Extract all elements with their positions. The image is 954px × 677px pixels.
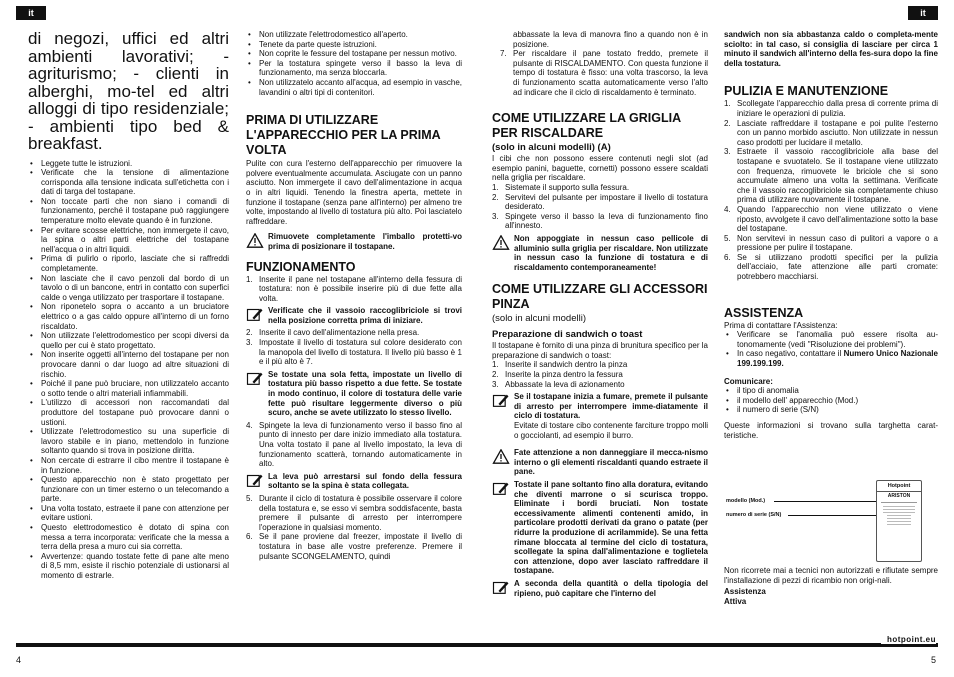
page-number-right: 5 [930, 655, 936, 665]
heading-funzionamento: FUNZIONAMENTO [246, 259, 356, 274]
list-item: 1. Inserite il pane nel tostapane all'interno della fessura di tostatura: non è possibile inserire più di due fette alla volta. [246, 274, 462, 303]
warning-mechanism: Fate attenzione a non danneggiare il mecca-nismo interno o gli elementi riscaldanti quando estraete il pane. [492, 448, 708, 477]
list-item: • Avvertenze: quando tostate fette di pane alte meno di 8,5 mm, esiste il rischio potenziale di ustionarsi al momento di estrarle. [28, 552, 229, 581]
column-4 [724, 30, 938, 440]
list-item: 2. Inserite il cavo dell'alimentazione nella presa. [246, 328, 420, 338]
heading-pinza: COME UTILIZZARE GLI ACCESSORI PINZA [492, 282, 708, 312]
warning-icon [492, 449, 510, 464]
list-item: 6. Se il pane proviene dal freezer, impostate il livello di tostatura in base alle vostre preferenze. Premere il pulsante SCONGELAMENTO, quindi [246, 532, 462, 561]
heading-first-use: PRIMA DI UTILIZZARE L'APPARECCHIO PER LA PRIMA VOLTA [246, 113, 441, 158]
plate-info: Queste informazioni si trovano sulla targhetta carat-teristiche. [724, 421, 938, 440]
safety-list-cont [246, 30, 462, 97]
list-item: • Non lasciate che il cavo penzoli dal bordo di un tavolo o di un bancone, entri in contatto con superfici calde o venga utilizzato per trasportare il tostapane. [28, 274, 229, 303]
step-6-continued: abbassate la leva di manovra fino a quando non è in posizione. [513, 30, 708, 49]
list-item: • Verificare se l'anomalia può essere risolta au-tonomamente (vedi "Risoluzione dei problemi"). [724, 330, 938, 349]
list-item: • il numero di serie (S/N) [724, 405, 938, 415]
note-icon [246, 371, 264, 386]
note-icon [246, 473, 264, 488]
comunicare-list [724, 386, 938, 415]
attiva-label: Attiva [724, 596, 747, 606]
grill-text: I cibi che non possono essere contenuti negli slot (ad esempio panini, baguette, cornetti) possono essere scaldati nella griglia per riscaldare. [492, 154, 708, 183]
hotpoint-logo: Hotpoint [877, 481, 921, 492]
note-single-slice: Se tostate una sola fetta, impostate un livello di tostatura più basso rispetto a due fette. Se tostate in modo continuo, il colore di tostatura delle varie fette può risultare leggermente diverso o più scuro, anche se avete utilizzato lo stesso livello. [246, 370, 462, 418]
list-item: • Non toccate parti che non siano i comandi di funzionamento, perché il tostapane può raggiungere temperature molto elevate quando è in funzione. [28, 197, 229, 226]
list-item: • Non riponetelo sopra o accanto a un bruciatore elettrico o a gas caldo oppure all'interno di un forno riscaldato. [28, 302, 229, 331]
leader-line [788, 515, 876, 516]
steps-list [246, 494, 462, 561]
intro-large-text: di negozi, uffici ed altri ambienti lavorativi; - agriturismo; - clienti in alberghi, mo-tel ed altri alloggi di tipo residenziale; - ambienti tipo bed & breakfast. [28, 29, 229, 153]
list-item: • il modello dell' apparecchio (Mod.) [724, 396, 938, 406]
steps-list [492, 360, 708, 389]
list-item: 4. Quando l'apparecchio non viene utilizzato o viene riposto, avvolgete il cavo dell'alimentazione sotto la base del tostapane. [724, 204, 938, 234]
list-item: 1. Scollegate l'apparecchio dalla presa di corrente prima di iniziare le operazioni di pulizia. [724, 99, 938, 118]
assist-list [724, 330, 938, 368]
list-item: 2. Servitevi del pulsante per impostare il livello di tostatura desiderato. [492, 192, 708, 212]
heading-pinza-sub: (solo in alcuni modelli) [492, 313, 586, 325]
list-item: • Poiché il pane può bruciare, non utilizzatelo accanto o sotto tende o altri materiali infiammabili. [28, 379, 229, 398]
list-item: • Non inserite oggetti all'interno del tostapane per non provocare danni o dar luogo ad altre situazioni di rischio. [28, 350, 229, 379]
list-item: 3. Impostate il livello di tostatura sul colore desiderato con la manopola del livello di tostatura. Il livello più basso è 1 e il più alto è 7. [246, 338, 462, 367]
list-item: • Leggete tutte le istruzioni. [28, 159, 229, 169]
heading-grill-sub: (solo in alcuni modelli) (A) [492, 142, 611, 154]
cleaning-list [724, 99, 938, 281]
column-1 [28, 30, 229, 581]
assist-intro: Prima di contattare l'Assistenza: [724, 320, 838, 330]
heading-preparazione: Preparazione di sandwich o toast [492, 329, 643, 341]
column-3 [492, 30, 708, 601]
list-item: • Verificate che la tensione di alimentazione corrisponda alla tensione indicata sull'etichetta con i dati di targa del tostapane. [28, 168, 229, 197]
list-item: 5. Non servitevi in nessun caso di pulitori a vapore o a pressione per pulire il tostapane. [724, 233, 938, 253]
list-item: • Questo apparecchio non è stato progettato per funzionare con un timer esterno o un telecomando a parte. [28, 475, 229, 504]
warning-foil: Non appoggiate in nessun caso pellicole di alluminio sulla griglia per riscaldare. Non utilizzate in nessun caso la funzione di tostatura e di riscaldamento contemporaneamente! [492, 234, 708, 272]
steps-list [246, 328, 462, 366]
language-tag-right: it [908, 6, 938, 20]
list-item: • Questo elettrodomestico è dotato di spina con messa a terra incorporata: verificate che la messa a terra della presa a muro cui sia corretta. [28, 523, 229, 552]
warning-icon [246, 233, 264, 248]
column-2 [246, 30, 462, 561]
plate-model-label: modello (Mod.) [726, 498, 766, 504]
list-item: • Utilizzate l'elettrodomestico su una superficie di lavoro stabile e in piano, mettendolo in funzione soltanto quando si trova in posizione diritta. [28, 427, 229, 456]
list-item: • Non utilizzate l'elettrodomestico per scopi diversi da quello per cui è stato progettato. [28, 331, 229, 350]
list-item: 3. Estraete il vassoio raccoglibriciole alla base del tostapane e svuotatelo. Se il tostapane viene utilizzato con frequenza, rimuovete le briciole che si sono accumulate almeno una volta la settimana. Verificate che il vassoio raccoglibriciole sia completamente chiuso prima di utilizzare nuovamente il tostapane. [724, 147, 938, 205]
heading-pulizia: PULIZIA E MANUTENZIONE [724, 84, 889, 99]
list-item: • L'utilizzo di accessori non raccomandati dal produttore del tostapane può provocare danni o ustioni. [28, 398, 229, 427]
list-item: • il tipo di anomalia [724, 386, 938, 396]
plate-serial-label: numero di serie (S/N) [726, 512, 782, 518]
list-item: • Prima di pulirlo o riporlo, lasciate che si raffreddi completamente. [28, 254, 229, 273]
list-item: 5. Durante il ciclo di tostatura è possibile osservare il colore della tostatura e, se esso vi sembra soddisfacente, basta premere il pulsante di arresto per interrompere l'operazione in qualsiasi momento. [246, 493, 462, 532]
rating-plate-diagram [724, 480, 936, 562]
note-fillings: Evitate di tostare cibo contenente farciture troppo molli o gocciolanti, ad esempio il burro. [514, 421, 708, 440]
steps-list [246, 275, 462, 304]
rating-plate [876, 480, 922, 562]
brand-url: hotpoint.eu [881, 635, 936, 644]
list-item: • Una volta tostato, estraete il pane con attenzione per evitare ustioni. [28, 504, 229, 523]
ariston-logo: ARISTON [887, 493, 911, 499]
warning-icon [492, 235, 510, 250]
list-item: • Per la tostatura spingete verso il basso la leva di funzionamento, ma senza bloccarla. [246, 59, 462, 78]
first-use-text: Pulite con cura l'esterno dell'apparecchio per rimuovere la polvere eventualmente accumulata. Asciugate con un panno asciutto. Non immergete il cavo dell'alimentazione in acqua o in altri liquidi. Tenendo la finestra aperta, mettete in funzione il tostapane (senza pane all'interno) per almeno tre volte, impostando al livello di tostatura più alto. Poi lasciatelo raffreddare. [246, 159, 462, 226]
note-smoke: Se il tostapane inizia a fumare, premete il pulsante di arresto per interrompere imme-diatamente il ciclo di tostatura. Evitate di tostare cibo contenente farciture troppo molli o gocciolanti, ad esempio il burro. [492, 392, 708, 440]
steps-list [492, 49, 708, 97]
list-item: 1. Inserite il sandwich dentro la pinza [492, 360, 628, 370]
list-item: 2. Inserite la pinza dentro la fessura [492, 370, 623, 380]
list-item: • Non utilizzate l'elettrodomestico all'aperto. [246, 30, 462, 40]
final-text-block [724, 566, 938, 606]
final-text: Non ricorrete mai a tecnici non autorizzati e rifiutate sempre l'installazione di pezzi di ricambio non origi-nali. [724, 566, 938, 585]
list-item: • Tenete da parte queste istruzioni. [246, 40, 462, 50]
list-item: 3. Spingete verso il basso la leva di funzionamento fino all'innesto. [492, 211, 708, 231]
footer-bar [16, 643, 938, 647]
safety-list [28, 159, 229, 581]
prep-text: Il tostapane è fornito di una pinza di brunitura specifico per la preparazione di sandwich o toast: [492, 341, 708, 360]
list-item: 3. Abbassate la leva di azionamento [492, 379, 625, 389]
heading-grill: COME UTILIZZARE LA GRIGLIA PER RISCALDARE [492, 111, 681, 141]
note-icon [492, 580, 510, 595]
note-filling-quantity: A seconda della quantità o della tipologia del ripieno, può capitare che l'interno del [492, 579, 708, 598]
list-item: • Non coprite le fessure del tostapane per nessun motivo. [246, 49, 462, 59]
steps-list [492, 183, 708, 231]
list-item: 2. Lasciate raffreddare il tostapane e poi pulite l'esterno con un panno morbido asciutto. Non utilizzate in nessun caso prodotti per lucidare il metallo. [724, 118, 938, 147]
heading-assistenza: ASSISTENZA [724, 305, 804, 320]
list-item: 7. Per riscaldare il pane tostato freddo, premete il pulsante di RISCALDAMENTO. Con questa funzione il tempo di tostatura è fisso: una volta trascorso, la leva di funzionamento scatta automaticamente verso l'alto ad indicare che il ciclo di riscaldamento è terminato. [500, 49, 708, 97]
list-item: 4. Spingete la leva di funzionamento verso il basso fino al punto di innesto per dare inizio immediato alla tostatura. Una volta tostato il pane al livello impostato, la leva di funzionamento scatterà, tornando automaticamente in alto. [246, 420, 462, 469]
language-tag-left: it [16, 6, 46, 20]
note-lever: La leva può arrestarsi sul fondo della fessura soltanto se la spina è stata collegata. [246, 472, 462, 491]
note-filling-continued: sandwich non sia abbastanza caldo o completa-mente sciolto: in tal caso, si consiglia di lasciare per circa 1 minuto il sandwich all'interno della fes-sura dopo la fine della tostatura. [724, 30, 938, 68]
leader-line [774, 501, 876, 502]
assistenza-label: Assistenza [724, 587, 766, 597]
list-item: • Non utilizzatelo accanto all'acqua, ad esempio in vasche, lavandini o altri tipi di contenitori. [246, 78, 462, 97]
list-item: 1. Sistemate il supporto sulla fessura. [492, 182, 630, 192]
note-icon [492, 481, 510, 496]
note-icon [492, 393, 510, 408]
list-item: 6. Se si utilizzano prodotti specifici per la pulizia dell'acciaio, fate attenzione alle parti cromate: potrebbero macchiarsi. [724, 252, 938, 282]
note-icon [246, 307, 264, 322]
note-burning: Tostate il pane soltanto fino alla doratura, evitando che diventi marrone o si scurisca troppo. Eliminate i bordi bruciati. Non tostate eccessivamente alimenti contenenti amido, in particolare prodotti derivati da grano o patate (per ridurre la produzione di acrilammide). Se una fetta rimane bloccata al termine del ciclo di tostatura, scollegate la spina dall'alimentazione e toglietela con attenzione, dopo aver lasciato raffreddare il tostapane. [492, 480, 708, 576]
list-item: • Non cercate di estrarre il cibo mentre il tostapane è in funzione. [28, 456, 229, 475]
warning-packaging: Rimuovete completamente l'imballo protetti-vo prima di posizionare il tostapane. [246, 232, 462, 251]
page-number-left: 4 [16, 655, 22, 665]
list-item: • In caso negativo, contattare il Numero Unico Nazionale 199.199.199. [724, 349, 938, 368]
list-item: • Per evitare scosse elettriche, non immergete il cavo, la spina o altri parti elettriche del tostapane nell'acqua o in altri liquidi. [28, 226, 229, 255]
steps-list [246, 421, 462, 469]
comunicare-label: Comunicare: [724, 376, 773, 386]
note-crumb-tray: Verificate che il vassoio raccoglibriciole si trovi nella posizione corretta prima di iniziare. [246, 306, 462, 325]
